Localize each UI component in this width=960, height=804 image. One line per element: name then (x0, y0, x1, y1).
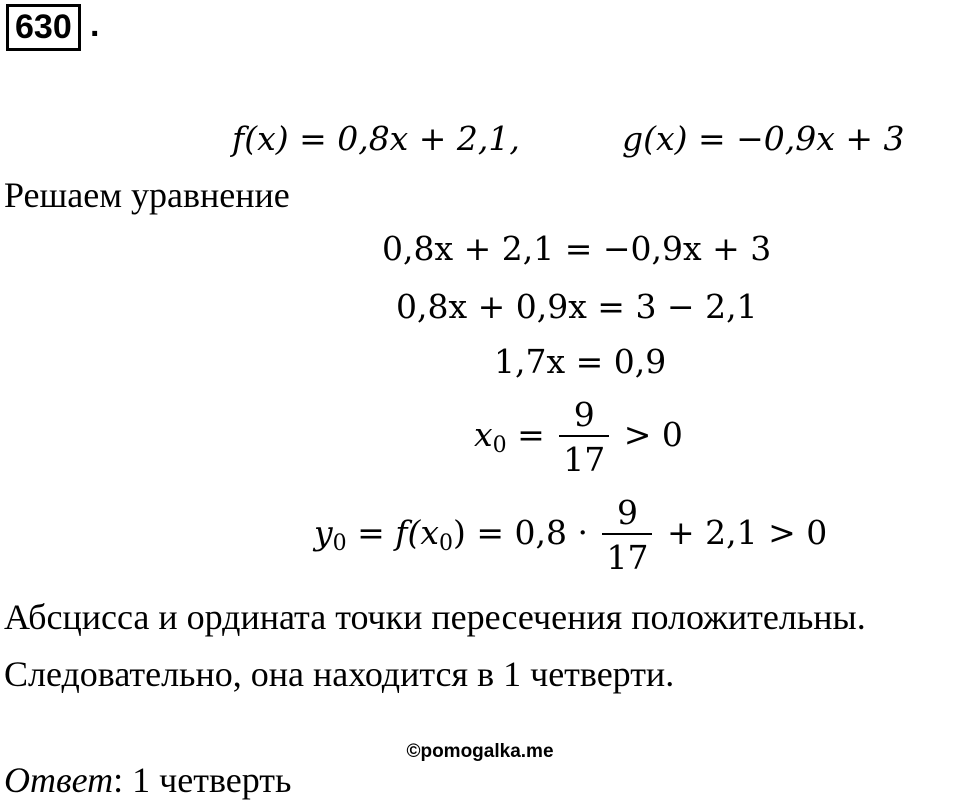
equation-step-4 (474, 395, 683, 479)
conclusion-line-1: Абсцисса и ордината точки пересечения положительны. (4, 597, 866, 637)
intro-text: Решаем уравнение (4, 175, 290, 215)
equals-sign: = (506, 415, 556, 454)
sum-expression: + 2,1 > 0 (656, 513, 828, 552)
greater-than-zero: > 0 (613, 415, 683, 454)
fraction-9-17 (559, 395, 609, 479)
function-call: = f(x (346, 513, 439, 552)
function-f-definition: f(x) = 0,8x + 2,1, (232, 119, 520, 158)
subscript-zero: 0 (439, 531, 453, 556)
equation-step-3: 1,7x = 0,9 (494, 342, 667, 381)
equation-step-2: 0,8x + 0,9x = 3 − 2,1 (396, 287, 758, 326)
conclusion-line-2: Следовательно, она находится в 1 четверти. (4, 654, 675, 694)
subscript-zero: 0 (332, 531, 347, 556)
problem-number-text: 630 (15, 8, 72, 46)
problem-number-dot: . (90, 6, 100, 44)
product-expression: ) = 0,8 · (453, 513, 599, 552)
problem-number (6, 4, 81, 51)
fraction-denominator: 17 (606, 538, 649, 577)
answer-label: Ответ (4, 760, 114, 800)
answer-line (4, 762, 291, 798)
function-g-definition: g(x) = −0,9x + 3 (622, 119, 905, 158)
y-variable: y (314, 513, 333, 552)
answer-text: : 1 четверть (113, 760, 292, 800)
fraction-numerator: 9 (602, 496, 652, 535)
equation-step-1: 0,8x + 2,1 = −0,9x + 3 (382, 229, 772, 268)
fraction-denominator: 17 (563, 440, 606, 479)
fraction-numerator: 9 (559, 398, 609, 437)
equation-step-5 (314, 493, 828, 577)
fraction-9-17 (602, 493, 652, 577)
x-variable: x (474, 415, 493, 454)
subscript-zero: 0 (492, 433, 507, 458)
watermark: ©pomogalka.me (406, 741, 554, 762)
